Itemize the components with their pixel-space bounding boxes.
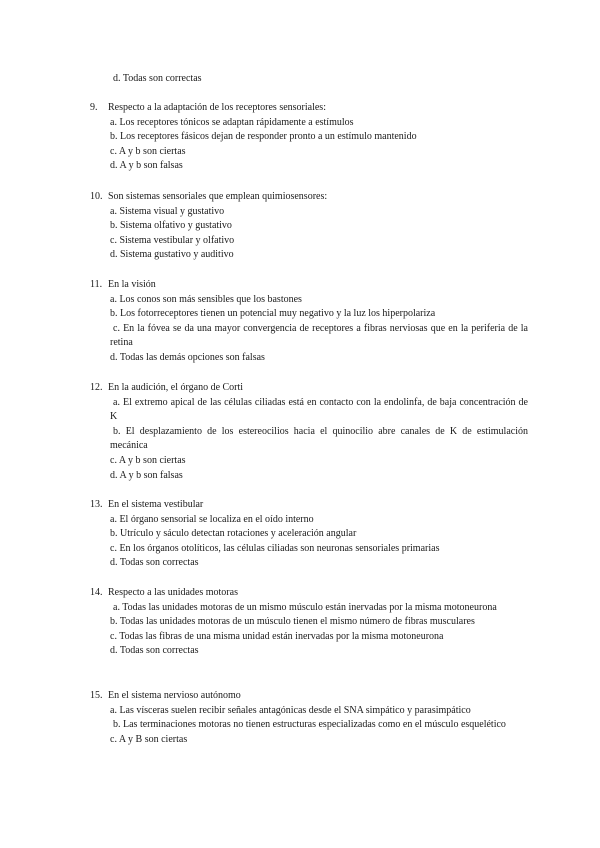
- option-b: b. Sistema olfativo y gustativo: [110, 220, 232, 232]
- option-d: d. Todas son correctas: [110, 557, 199, 569]
- option-c: c. En los órganos otolíticos, las células ciliadas son neuronas sensoriales primarias: [110, 542, 440, 554]
- question-text: En la audición, el órgano de Corti: [108, 382, 244, 393]
- option-d: d. Todas las demás opciones son falsas: [110, 351, 265, 363]
- option-b: b. Los receptores fásicos dejan de responder pronto a un estímulo mantenido: [110, 131, 417, 143]
- option-a: a. Los conos son más sensibles que los bastones: [110, 293, 302, 305]
- question-number: 10.: [90, 191, 103, 202]
- question-15: [90, 689, 528, 747]
- question-text: Respecto a la adaptación de los receptores sensoriales:: [108, 102, 326, 113]
- question-title: [90, 586, 528, 601]
- question-title: [90, 101, 528, 116]
- option-b: b. Todas las unidades motoras de un músculo tienen el mismo número de fibras musculares: [110, 616, 475, 628]
- question-text: En el sistema nervioso autónomo: [108, 690, 241, 701]
- question-text: Respecto a las unidades motoras: [108, 587, 238, 598]
- question-title: [90, 278, 528, 293]
- option-a: a. Todas las unidades motoras de un mismo músculo están inervadas por la misma motoneurona: [113, 601, 497, 613]
- option-c: c. En la fóvea se da una mayor convergencia de receptores a fibras nerviosas que en la periferia de la retina: [110, 322, 528, 349]
- option-b: b. Las terminaciones motoras no tienen estructuras especializadas como en el músculo esquelético: [113, 719, 506, 731]
- question-9: [90, 101, 528, 174]
- question-11: [90, 278, 528, 366]
- question-title: [90, 689, 528, 704]
- option-d: d. A y b son falsas: [110, 469, 183, 481]
- question-number: 13.: [90, 499, 103, 510]
- question-12: [90, 381, 528, 483]
- question-title: [90, 498, 528, 513]
- option-a: a. El órgano sensorial se localiza en el oído interno: [110, 513, 314, 525]
- question-text: En el sistema vestibular: [108, 499, 204, 510]
- question-text: Son sistemas sensoriales que emplean quimiosensores:: [108, 191, 328, 202]
- option-d: d. Sistema gustativo y auditivo: [110, 249, 234, 261]
- option-a: a. Los receptores tónicos se adaptan rápidamente a estímulos: [110, 116, 354, 128]
- option-c: c. A y b son ciertas: [110, 145, 186, 157]
- option-a: a. Sistema visual y gustativo: [110, 205, 225, 217]
- option-b: b. Utrículo y sáculo detectan rotaciones y aceleración angular: [110, 528, 357, 540]
- question-number: 9.: [90, 102, 98, 113]
- question-number: 15.: [90, 690, 103, 701]
- option-d: d. Todas son correctas: [110, 645, 199, 657]
- option-b: b. El desplazamiento de los estereocilios hacia el quinocilio abre canales de K de estimulación mecánica: [110, 425, 528, 452]
- previous-question-option-d: d. Todas son correctas: [113, 73, 202, 84]
- question-number: 12.: [90, 382, 103, 393]
- question-13: [90, 498, 528, 571]
- question-14: [90, 586, 528, 659]
- option-c: c. A y b son ciertas: [110, 454, 186, 466]
- option-b: b. Los fotorreceptores tienen un potencial muy negativo y la luz los hiperpolariza: [110, 308, 436, 320]
- option-c: c. Todas las fibras de una misma unidad están inervadas por la misma motoneurona: [110, 630, 444, 642]
- question-title: [90, 381, 528, 396]
- option-a: a. Las vísceras suelen recibir señales antagónicas desde el SNA simpático y parasimpático: [110, 704, 471, 716]
- option-c: c. Sistema vestibular y olfativo: [110, 234, 235, 246]
- option-d: d. A y b son falsas: [110, 160, 183, 172]
- option-a: a. El extremo apical de las células ciliadas está en contacto con la endolinfa, de baja concentración de K: [110, 396, 528, 423]
- question-text: En la visión: [108, 279, 156, 290]
- question-10: [90, 190, 528, 263]
- question-title: [90, 190, 528, 205]
- option-c: c. A y B son ciertas: [110, 733, 188, 745]
- question-number: 11.: [90, 279, 103, 290]
- question-number: 14.: [90, 587, 103, 598]
